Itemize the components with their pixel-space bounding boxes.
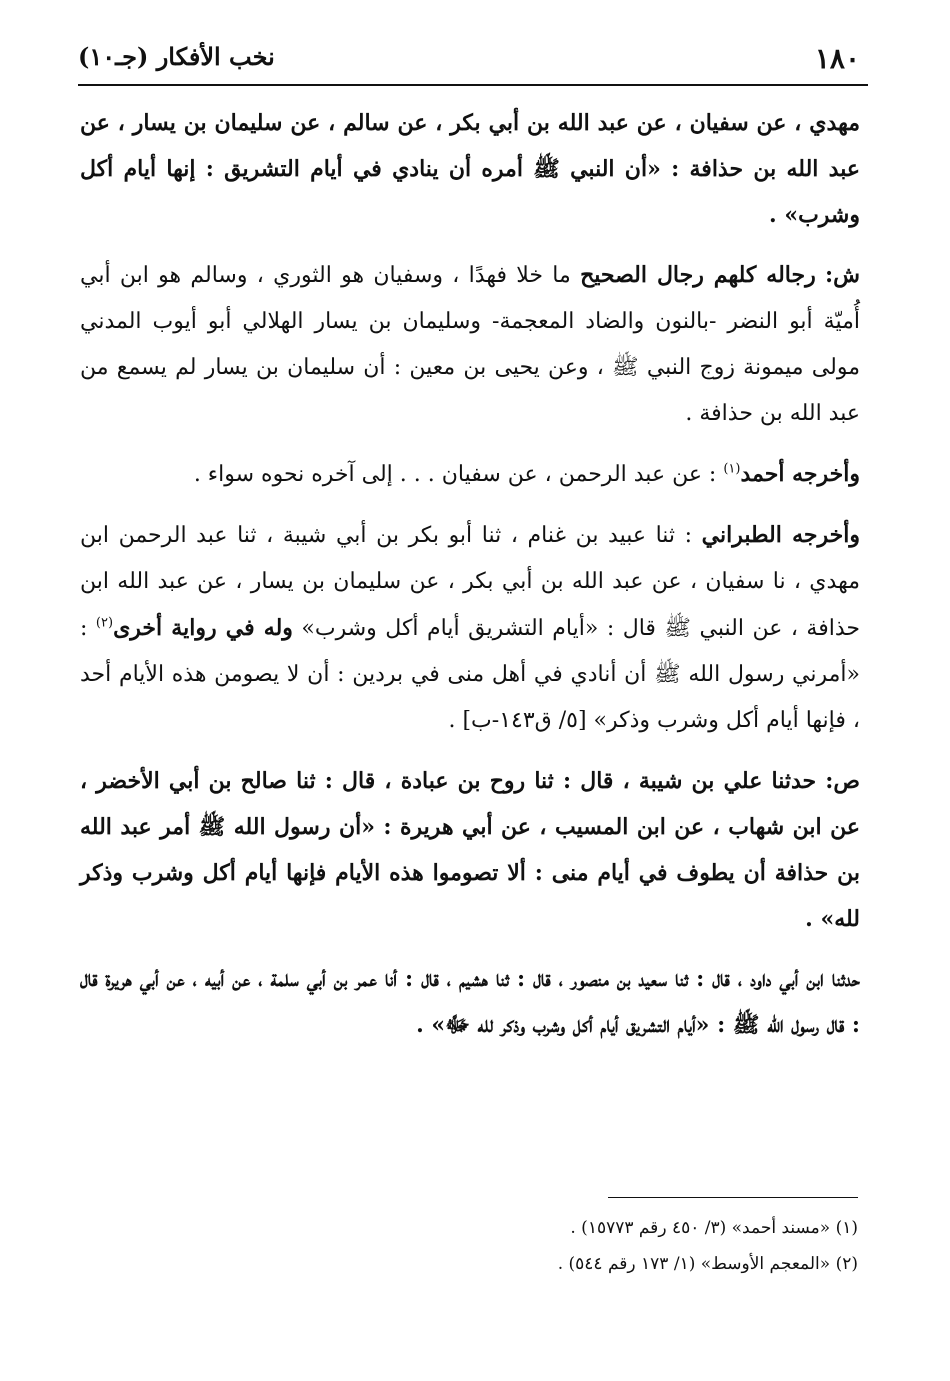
paragraph-text: : «أمرني رسول الله ﷺ أن أنادي في أهل منى في بردين : أن لا يصومن هذه الأيام أحد ، فإنها أيام أكل وشرب وذكر» [٥/ ق١٤٣-ب] . (80, 616, 860, 733)
bold-phrase: وله في رواية أخرى (113, 615, 293, 641)
footnote: (٢) «المعجم الأوسط» (١/ ١٧٣ رقم ٥٤٤) . (557, 1254, 858, 1274)
paragraph-text: مهدي ، عن سفيان ، عن عبد الله بن أبي بكر ، عن سالم ، عن سليمان بن يسار ، عن عبد الله بن حذافة : «أن النبي ﷺ أمره أن ينادي في أيام التشريق : إنها أيام أكل وشرب» . (80, 110, 860, 228)
paragraph-text: ما خلا فهدًا ، وسفيان هو الثوري ، وسالم هو ابن أبي أُميّة أبو النضر -بالنون والضاد المعجمة- وسليمان بن يسار الهلالي أبو أيوب المدني مولى ميمونة زوج النبي ﷺ ، وعن يحيى بن معين : أن سليمان بن يسار لم يسمع من عبد الله بن حذافة . (80, 263, 860, 426)
hadith-paragraph (80, 758, 860, 942)
commentary-marker: ش: (825, 262, 860, 288)
citation-paragraph (80, 512, 860, 744)
citation-paragraph (80, 451, 860, 498)
commentary-paragraph (80, 252, 860, 437)
main-text (80, 100, 860, 1062)
footnotes (80, 1210, 858, 1282)
paragraph-text: : ثنا عبيد بن غنام ، ثنا أبو بكر بن أبي شيبة ، ثنا عبد الرحمن ابن مهدي ، نا سفيان ، عن عبد الله بن أبي بكر ، عن سليمان بن يسار ، عن عبد الله ابن حذافة ، عن النبي ﷺ قال : «أيام التشريق أيام أكل وشرب» (80, 523, 861, 641)
bold-phrase: وأخرجه أحمد (740, 461, 860, 487)
footnote-ref[interactable]: (٢) (95, 615, 114, 631)
footnote-divider (608, 1197, 858, 1198)
page-header (78, 38, 868, 78)
hadith-paragraph (80, 100, 860, 238)
paragraph-text: : عن عبد الرحمن ، عن سفيان . . . إلى آخره نحوه سواء . (193, 462, 724, 487)
paragraph-text: حدثنا ابن أبي داود ، قال : ثنا سعيد بن منصور ، قال : ثنا هشيم ، قال : أنا عمر بن أبي سلمة ، عن أبيه ، عن أبي هريرة قال : قال رسول الله ﷺ : «أيام التشريق أيام أكل وشرب وذكر لله ﷻ» . (80, 966, 860, 1038)
footnote-ref[interactable]: (١) (723, 461, 741, 477)
bold-phrase: رجاله كلهم رجال الصحيح (580, 262, 816, 288)
text-marker: ص: (825, 768, 860, 794)
running-title: نخب الأفكار (جـ١٠) (78, 42, 275, 71)
page-number: ١٨٠ (814, 42, 860, 75)
hadith-paragraph (80, 956, 860, 1048)
footnote: (١) «مسند أحمد» (٣/ ٤٥٠ رقم ١٥٧٧٣) . (570, 1218, 858, 1238)
bold-phrase: وأخرجه الطبراني (701, 522, 860, 548)
header-divider (78, 84, 868, 86)
paragraph-text: حدثنا علي بن شيبة ، قال : ثنا روح بن عبادة ، قال : ثنا صالح بن أبي الأخضر ، عن ابن شهاب ، عن ابن المسيب ، عن أبي هريرة : «أن رسول الله ﷺ أمر عبد الله بن حذافة أن يطوف في أيام منى : ألا تصوموا هذه الأيام فإنها أيام أكل وشرب وذكر لله» . (80, 768, 860, 932)
